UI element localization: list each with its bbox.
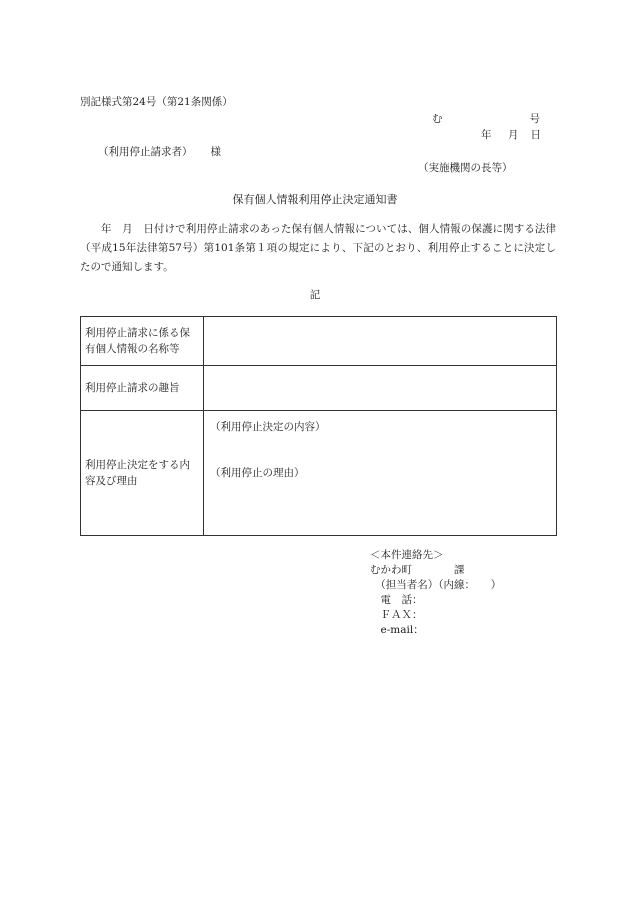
form-label: 別記様式第24号（第21条関係） <box>80 96 233 108</box>
contact-heading: ＜本件連絡先＞ <box>370 549 444 561</box>
decision-reason-label: （利用停止の理由） <box>210 467 305 479</box>
contact-block <box>370 548 501 638</box>
row1-label: 利用停止請求に係る保有個人情報の名称等 <box>81 317 204 366</box>
table-row <box>81 411 557 536</box>
date-year: 年 <box>481 129 492 141</box>
ki-heading: 記 <box>309 289 321 301</box>
contact-phone: 電 話： <box>370 594 423 606</box>
row3-label: 利用停止決定をする内容及び理由 <box>81 411 204 536</box>
contact-person: （担当者名）（内線： ） <box>370 579 502 591</box>
contact-email: e-mail： <box>370 624 424 636</box>
body-text: 年 月 日付けで利用停止請求のあった保有個人情報については、個人情報の保護に関する法律（平成15年法律第57号）第101条第１項の規定により、下記のとおり、利用停止することに決定したので通知します。 <box>80 223 556 273</box>
document-number-suffix: 号 <box>529 113 540 125</box>
decision-content-label: （利用停止決定の内容） <box>210 421 326 433</box>
sender: （実施機関の長等） <box>418 162 513 174</box>
recipient <box>98 147 221 158</box>
honorific: 様 <box>210 146 221 158</box>
document-title: 保有個人情報利用停止決定通知書 <box>232 193 398 206</box>
table-row <box>81 366 557 411</box>
row3-value[interactable] <box>204 411 557 536</box>
row2-label: 利用停止請求の趣旨 <box>81 366 204 411</box>
date-day: 日 <box>530 129 541 141</box>
row1-value[interactable] <box>204 317 557 366</box>
document-number-prefix: む <box>432 113 443 125</box>
table-row <box>81 317 557 366</box>
contact-fax: ＦＡＸ： <box>370 609 423 621</box>
row2-value[interactable] <box>204 366 557 411</box>
date-month: 月 <box>508 129 519 141</box>
contact-dept: むかわ町 課 <box>370 564 465 576</box>
recipient-label: （利用停止請求者） <box>98 146 193 158</box>
info-table <box>80 316 557 536</box>
